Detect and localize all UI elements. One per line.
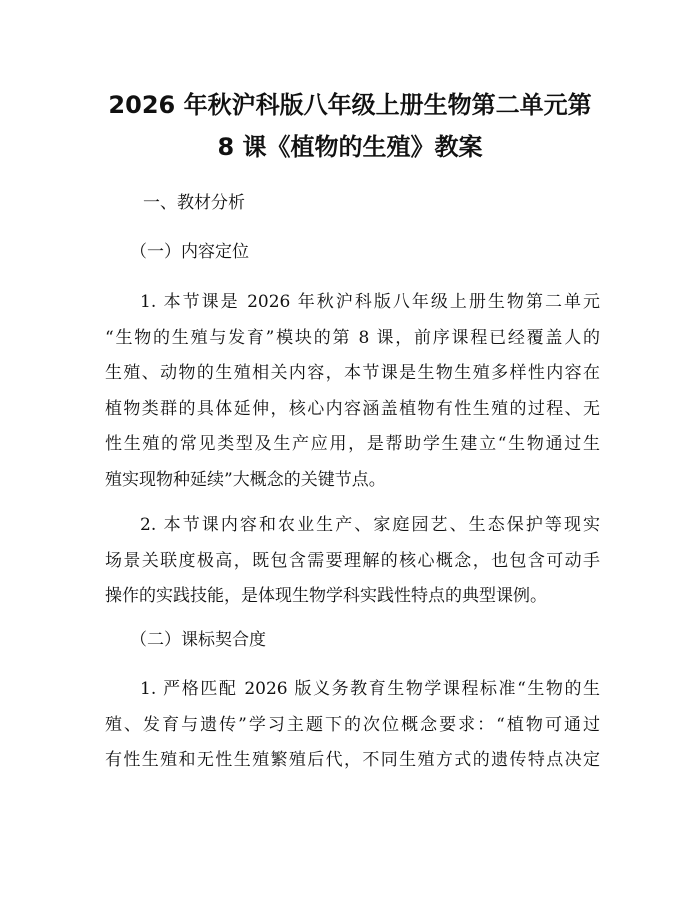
paragraph-line: 1. 严格匹配 2026 版义务教育生物学课程标准“生物的生 (140, 679, 600, 699)
paragraph-3 (105, 672, 600, 779)
document-title-line-2: 8 课《植物的生殖》教案 (217, 133, 483, 161)
paragraph-line: “生物的生殖与发育”模块的第 8 课，前序课程已经覆盖人的 (105, 327, 600, 348)
paragraph-line: 生殖、动物的生殖相关内容，本节课是生物生殖多样性内容在 (105, 363, 600, 383)
paragraph-line: 植物类群的具体延伸，核心内容涵盖植物有性生殖的过程、无 (105, 398, 600, 419)
paragraph-line: 有性生殖和无性生殖繁殖后代，不同生殖方式的遗传特点决定 (105, 750, 600, 770)
paragraph-line: 殖、发育与遗传”学习主题下的次位概念要求：“植物可通过 (105, 714, 600, 735)
document-title-line-1: 2026 年秋沪科版八年级上册生物第二单元第 (108, 91, 592, 119)
section-heading-textbook-analysis: 一、教材分析 (143, 193, 245, 213)
paragraph-line: 2. 本节课内容和农业生产、家庭园艺、生态保护等现实 (140, 515, 600, 535)
paragraph-line: 场景关联度极高，既包含需要理解的核心概念，也包含可动手 (105, 550, 600, 571)
paragraph-line: 殖实现物种延续”大概念的关键节点。 (105, 469, 386, 490)
paragraph-line: 操作的实践技能，是体现生物学科实践性特点的典型课例。 (105, 586, 547, 606)
paragraph-line: 性生殖的常见类型及生产应用，是帮助学生建立“生物通过生 (105, 434, 600, 454)
subsection-heading-content-positioning: （一）内容定位 (130, 242, 249, 262)
paragraph-1 (105, 285, 600, 498)
paragraph-2 (105, 508, 600, 615)
paragraph-line: 1. 本节课是 2026 年秋沪科版八年级上册生物第二单元 (140, 292, 600, 312)
subsection-heading-curriculum-alignment: （二）课标契合度 (130, 630, 266, 650)
